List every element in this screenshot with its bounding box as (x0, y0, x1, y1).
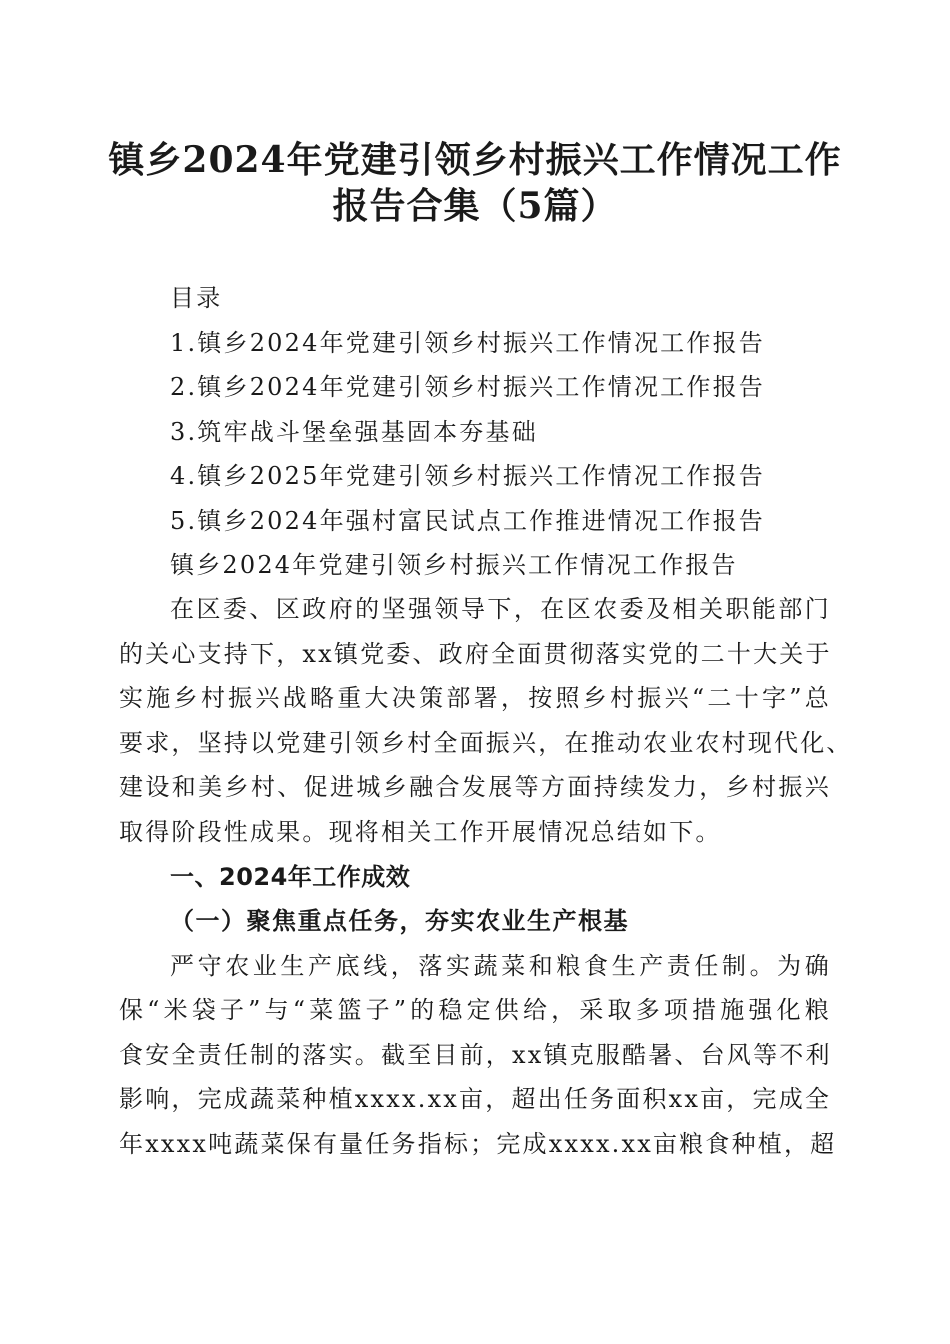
toc-item-2: 2.镇乡2024年党建引领乡村振兴工作情况工作报告 (170, 373, 765, 401)
body-line-2: 保“米袋子”与“菜篮子”的稳定供给，采取多项措施强化粮 (119, 996, 831, 1024)
toc-item-4: 4.镇乡2025年党建引领乡村振兴工作情况工作报告 (170, 462, 765, 490)
article-title: 镇乡2024年党建引领乡村振兴工作情况工作报告 (170, 551, 738, 579)
document-title-line-1: 镇乡2024年党建引领乡村振兴工作情况工作 (108, 139, 842, 181)
toc-item-5: 5.镇乡2024年强村富民试点工作推进情况工作报告 (170, 507, 765, 535)
toc-item-3: 3.筑牢战斗堡垒强基固本夯基础 (170, 418, 538, 446)
body-line-3: 食安全责任制的落实。截至目前，xx镇克服酷暑、台风等不利 (119, 1041, 832, 1069)
section-heading-1: 一、2024年工作成效 (170, 863, 411, 891)
subsection-heading-1: （一）聚焦重点任务，夯实农业生产根基 (170, 906, 629, 935)
body-line-5: 年xxxx吨蔬菜保有量任务指标；完成xxxx.xx亩粮食种植，超 (119, 1130, 837, 1158)
intro-line-4: 要求，坚持以党建引领乡村全面振兴，在推动农业农村现代化、 (119, 729, 853, 757)
intro-line-1: 在区委、区政府的坚强领导下，在区农委及相关职能部门 (170, 595, 831, 623)
toc-label: 目录 (170, 284, 223, 312)
intro-line-2: 的关心支持下，xx镇党委、政府全面贯彻落实党的二十大关于 (119, 640, 832, 668)
body-line-1: 严守农业生产底线，落实蔬菜和粮食生产责任制。为确 (170, 952, 831, 980)
intro-line-3: 实施乡村振兴战略重大决策部署，按照乡村振兴“二十字”总 (119, 684, 831, 712)
toc-item-1: 1.镇乡2024年党建引领乡村振兴工作情况工作报告 (170, 329, 765, 357)
body-line-4: 影响，完成蔬菜种植xxxx.xx亩，超出任务面积xx亩，完成全 (119, 1085, 832, 1113)
intro-line-5: 建设和美乡村、促进城乡融合发展等方面持续发力，乡村振兴 (119, 773, 831, 801)
document-title-line-2: 报告合集（5篇） (332, 185, 618, 227)
intro-line-6: 取得阶段性成果。现将相关工作开展情况总结如下。 (119, 818, 722, 846)
